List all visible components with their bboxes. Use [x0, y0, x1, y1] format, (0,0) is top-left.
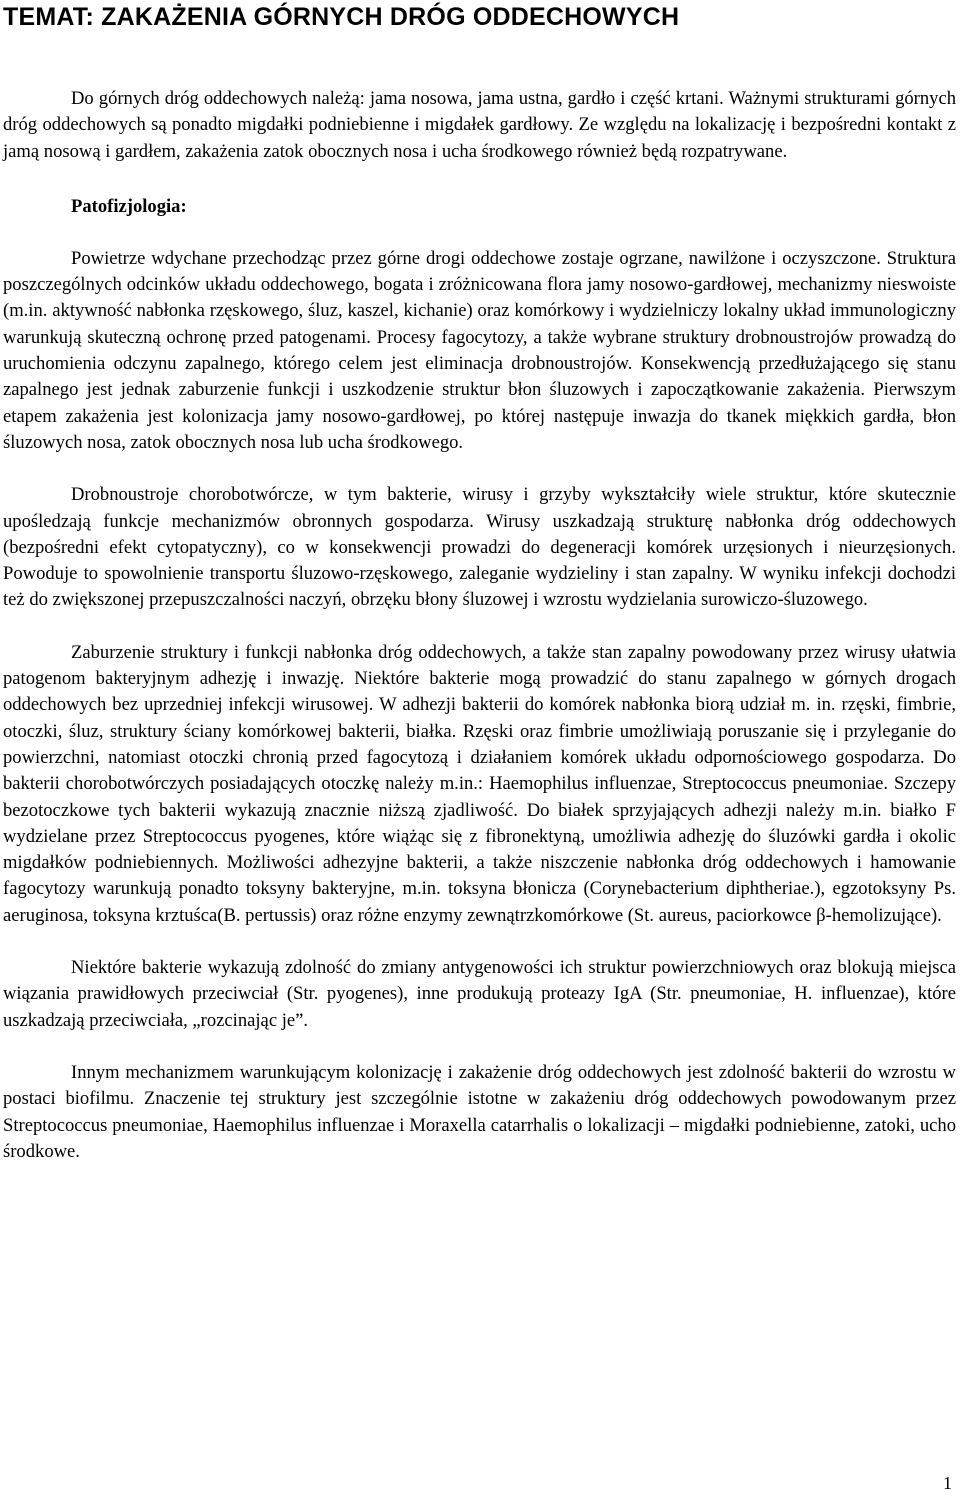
- paragraph-antigenicity: Niektóre bakterie wykazują zdolność do zmiany antygenowości ich struktur powierzchniowych oraz blokują miejsca wiązania prawidłowych przeciwciał (Str. pyogenes), inne produkują proteazy IgA (Str. pneumoniae, H. influenzae), które uszkadzają przeciwciała, „rozcinając je”.: [3, 957, 956, 1031]
- page-number: 1: [943, 1473, 952, 1493]
- document-title: TEMAT: ZAKAŻENIA GÓRNYCH DRÓG ODDECHOWYCH: [3, 3, 680, 31]
- intro-paragraph: Do górnych dróg oddechowych należą: jama nosowa, jama ustna, gardło i część krtani. Ważnymi strukturami górnych dróg oddechowych są ponadto migdałki podniebienne i migdałek gardłowy. Ze względu na lokalizację i bezpośredni kontakt z jamą nosową i gardłem, zakażenia zatok obocznych nosa i ucha środkowego również będą rozpatrywane.: [3, 88, 956, 162]
- section-heading: Patofizjologia:: [71, 195, 187, 217]
- paragraph-pathogens: Drobnoustroje chorobotwórcze, w tym bakterie, wirusy i grzyby wykształciły wiele struktur, które skutecznie upośledzają funkcje mechanizmów obronnych gospodarza. Wirusy uszkadzają strukturę nabłonka dróg oddechowych (bezpośredni efekt cytopatyczny), co w konsekwencji prowadzi do degeneracji komórek urzęsionych i nieurzęsionych. Powoduje to spowolnienie transportu śluzowo-rzęskowego, zaleganie wydzieliny i stan zapalny. W wyniku infekcji dochodzi też do zwiększonej przepuszczalności naczyń, obrzęku błony śluzowej i wzrostu wydzielania surowiczo-śluzowego.: [3, 484, 956, 611]
- paragraph-adhesion: Zaburzenie struktury i funkcji nabłonka dróg oddechowych, a także stan zapalny powodowany przez wirusy ułatwia patogenom bakteryjnym adhezję i inwazję. Niektóre bakterie mogą prowadzić do stanu zapalnego w górnych drogach oddechowych bez uprzedniej infekcji wirusowej. W adhezji bakterii do komórek nabłonka biorą udział m. in. rzęski, fimbrie, otoczki, śluz, struktury ściany komórkowej bakterii, białka. Rzęski oraz fimbrie umożliwiają poruszanie się i przyleganie do powierzchni, natomiast otoczki chronią przed fagocytozą i działaniem komórek układu odpornościowego gospodarza. Do bakterii chorobotwórczych posiadających otoczkę należy m.in.: Haemophilus influenzae, Streptococcus pneumoniae. Szczepy bezotoczkowe tych bakterii wykazują znacznie niższą zjadliwość. Do białek sprzyjających adhezji należy m.in. białko F wydzielane przez Streptococcus pyogenes, które wiążąc się z fibronektyną, umożliwia adhezję do śluzówki gardła i okolic migdałków podniebiennych. Możliwości adhezyjne bakterii, a także niszczenie nabłonka dróg oddechowych i hamowanie fagocytozy warunkują ponadto toksyny bakteryjne, m.in. toksyna błonicza (Corynebacterium diphtheriae.), egzotoksyny Ps. aeruginosa, toksyna krztuśca(B. pertussis) oraz różne enzymy zewnątrzkomórkowe (St. aureus, paciorkowce β-hemolizujące).: [3, 641, 956, 926]
- paragraph-pathophysiology: Powietrze wdychane przechodząc przez górne drogi oddechowe zostaje ogrzane, nawilżone i oczyszczone. Struktura poszczególnych odcinków układu oddechowego, bogata i zróżnicowana flora jamy nosowo-gardłowej, mechanizmy nieswoiste (m.in. aktywność nabłonka rzęskowego, śluz, kaszel, kichanie) oraz komórkowy i wydzielniczy lokalny układ immunologiczny warunkują skuteczną ochronę przed patogenami. Procesy fagocytozy, a także wybrane struktury drobnoustrojów prowadzą do uruchomienia odczynu zapalnego, którego celem jest eliminacja drobnoustrojów. Konsekwencją przedłużającego się stanu zapalnego jest jednak zaburzenie funkcji i uszkodzenie struktur błon śluzowych i zapoczątkowanie zakażenia. Pierwszym etapem zakażenia jest kolonizacja jamy nosowo-gardłowej, po której następuje inwazja do tkanek miękkich gardła, błon śluzowych nosa, zatok obocznych nosa lub ucha środkowego.: [3, 247, 956, 453]
- paragraph-biofilm: Innym mechanizmem warunkującym kolonizację i zakażenie dróg oddechowych jest zdolność bakterii do wzrostu w postaci biofilmu. Znaczenie tej struktury jest szczególnie istotne w zakażeniu dróg oddechowych powodowanym przez Streptococcus pneumoniae, Haemophilus influenzae i Moraxella catarrhalis o lokalizacji – migdałki podniebienne, zatoki, ucho środkowe.: [3, 1061, 956, 1162]
